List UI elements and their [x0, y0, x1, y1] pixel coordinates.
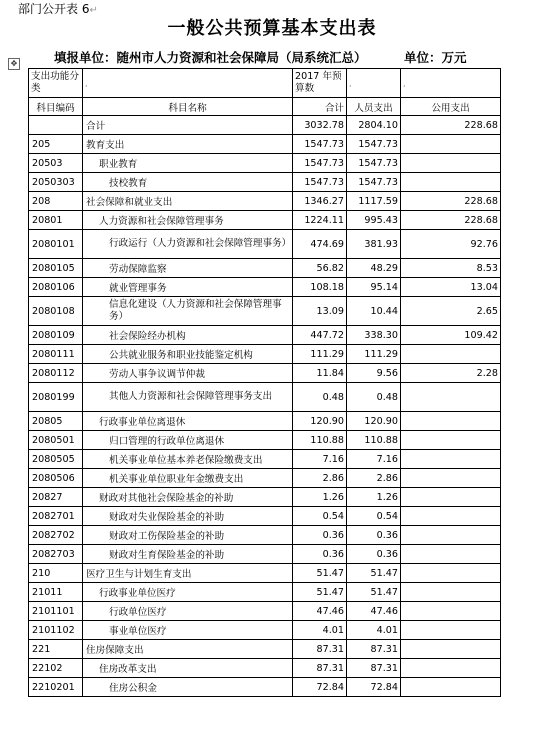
cell-total: 1224.11	[293, 211, 347, 230]
cell-code: 20805	[29, 412, 83, 431]
cell-name: 劳动人事争议调节仲裁	[83, 364, 293, 383]
cell-total: 1346.27	[293, 192, 347, 211]
cell-personnel: 2.86	[347, 469, 401, 488]
cell-total: 51.47	[293, 583, 347, 602]
cell-personnel: 1117.59	[347, 192, 401, 211]
cell-code: 2080501	[29, 431, 83, 450]
table-row	[29, 116, 501, 135]
header-code: 科目编码	[29, 98, 83, 116]
table-row	[29, 326, 501, 345]
table-row	[29, 526, 501, 545]
cell-personnel: 7.16	[347, 450, 401, 469]
cell-name: 行政单位医疗	[83, 602, 293, 621]
cell-name: 教育支出	[83, 135, 293, 154]
cell-name: 财政对生育保险基金的补助	[83, 545, 293, 564]
cell-personnel: 110.88	[347, 431, 401, 450]
table-row	[29, 154, 501, 173]
cell-code: 20801	[29, 211, 83, 230]
cell-code: 2082702	[29, 526, 83, 545]
cell-total: 111.29	[293, 345, 347, 364]
cell-code: 2080105	[29, 259, 83, 278]
cell-code: 205	[29, 135, 83, 154]
cell-total: 7.16	[293, 450, 347, 469]
cell-total: 474.69	[293, 230, 347, 259]
table-row	[29, 659, 501, 678]
cell-code: 2080112	[29, 364, 83, 383]
table-header-row-1	[29, 69, 501, 98]
cell-total: 87.31	[293, 659, 347, 678]
cell-public	[401, 488, 501, 507]
cell-total: 2.86	[293, 469, 347, 488]
fill-unit-label: 填报单位：随州市人力资源和社会保障局（局系统汇总）	[54, 50, 367, 65]
cell-code: 2210201	[29, 678, 83, 697]
cell-name: 财政对其他社会保险基金的补助	[83, 488, 293, 507]
table-row	[29, 383, 501, 412]
cell-code: 2080106	[29, 278, 83, 297]
cell-public	[401, 621, 501, 640]
cell-code: 2080505	[29, 450, 83, 469]
cell-personnel: 111.29	[347, 345, 401, 364]
cell-total: 47.46	[293, 602, 347, 621]
cell-public: 2.65	[401, 297, 501, 326]
cell-personnel: 381.93	[347, 230, 401, 259]
cell-total: 3032.78	[293, 116, 347, 135]
cell-public	[401, 469, 501, 488]
header-total: 合计	[293, 98, 347, 116]
table-row	[29, 507, 501, 526]
cell-public	[401, 678, 501, 697]
cell-code: 221	[29, 640, 83, 659]
cell-name: 财政对失业保险基金的补助	[83, 507, 293, 526]
cell-public	[401, 659, 501, 678]
header-personnel: 人员支出	[347, 98, 401, 116]
cell-total: 1547.73	[293, 154, 347, 173]
cell-public: 8.53	[401, 259, 501, 278]
cell-public	[401, 602, 501, 621]
cell-code: 2080506	[29, 469, 83, 488]
cell-name: 社会保险经办机构	[83, 326, 293, 345]
table-row	[29, 602, 501, 621]
header-blank-cell: ,	[83, 69, 293, 98]
cell-code: 2080108	[29, 297, 83, 326]
cell-public	[401, 412, 501, 431]
cell-public: 13.04	[401, 278, 501, 297]
cell-name: 行政事业单位医疗	[83, 583, 293, 602]
table-row	[29, 230, 501, 259]
cell-total: 4.01	[293, 621, 347, 640]
cell-name: 行政事业单位离退休	[83, 412, 293, 431]
cell-total: 108.18	[293, 278, 347, 297]
cell-total: 0.36	[293, 545, 347, 564]
page-title: 一般公共预算基本支出表	[167, 18, 377, 39]
table-row	[29, 345, 501, 364]
cell-name: 住房公积金	[83, 678, 293, 697]
cell-total: 0.54	[293, 507, 347, 526]
cell-personnel: 1547.73	[347, 135, 401, 154]
table-row	[29, 259, 501, 278]
cell-public: 2.28	[401, 364, 501, 383]
cell-personnel: 51.47	[347, 583, 401, 602]
cell-name: 机关事业单位基本养老保险缴费支出	[83, 450, 293, 469]
cell-personnel: 95.14	[347, 278, 401, 297]
cell-personnel: 338.30	[347, 326, 401, 345]
cell-personnel: 0.36	[347, 526, 401, 545]
table-row	[29, 211, 501, 230]
cell-name: 机关事业单位职业年金缴费支出	[83, 469, 293, 488]
cell-name: 劳动保障监察	[83, 259, 293, 278]
cell-name: 合计	[83, 116, 293, 135]
cell-total: 56.82	[293, 259, 347, 278]
cell-name: 行政运行（人力资源和社会保障管理事务）	[83, 230, 293, 259]
table-row	[29, 488, 501, 507]
cell-public	[401, 526, 501, 545]
cell-public	[401, 564, 501, 583]
cell-total: 0.48	[293, 383, 347, 412]
table-row	[29, 135, 501, 154]
cell-name: 人力资源和社会保障管理事务	[83, 211, 293, 230]
move-anchor-icon[interactable]: ✥	[8, 58, 20, 70]
cell-personnel: 995.43	[347, 211, 401, 230]
header-public: 公用支出	[401, 98, 501, 116]
cell-public	[401, 135, 501, 154]
cell-name: 住房改革支出	[83, 659, 293, 678]
cell-public: 109.42	[401, 326, 501, 345]
cell-personnel: 72.84	[347, 678, 401, 697]
cell-personnel: 1547.73	[347, 173, 401, 192]
cell-public: 228.68	[401, 211, 501, 230]
header-year-budget: 2017 年预算数	[293, 69, 347, 98]
cell-code: 22102	[29, 659, 83, 678]
cell-code: 2080199	[29, 383, 83, 412]
cell-public: 228.68	[401, 116, 501, 135]
table-row	[29, 545, 501, 564]
cell-name: 归口管理的行政单位离退休	[83, 431, 293, 450]
header-func-class: 支出功能分类	[29, 69, 83, 98]
cell-personnel: 4.01	[347, 621, 401, 640]
cell-public	[401, 507, 501, 526]
cell-code: 2082703	[29, 545, 83, 564]
cell-personnel: 1.26	[347, 488, 401, 507]
cell-personnel: 48.29	[347, 259, 401, 278]
table-row	[29, 192, 501, 211]
cell-personnel: 2804.10	[347, 116, 401, 135]
cell-public	[401, 154, 501, 173]
cell-personnel: 47.46	[347, 602, 401, 621]
cell-name: 社会保障和就业支出	[83, 192, 293, 211]
cell-name: 公共就业服务和职业技能鉴定机构	[83, 345, 293, 364]
header-blank-cell: ,	[347, 69, 401, 98]
cell-total: 11.84	[293, 364, 347, 383]
cell-code: 2050303	[29, 173, 83, 192]
cell-name: 其他人力资源和社会保障管理事务支出	[83, 383, 293, 412]
cell-total: 110.88	[293, 431, 347, 450]
cell-personnel: 1547.73	[347, 154, 401, 173]
table-row	[29, 583, 501, 602]
cell-code: 210	[29, 564, 83, 583]
cell-personnel: 87.31	[347, 659, 401, 678]
cell-name: 信息化建设（人力资源和社会保障管理事务）	[83, 297, 293, 326]
cell-total: 447.72	[293, 326, 347, 345]
cell-total: 1547.73	[293, 173, 347, 192]
cell-code: 20503	[29, 154, 83, 173]
cell-total: 1547.73	[293, 135, 347, 154]
cell-name: 住房保障支出	[83, 640, 293, 659]
cell-public	[401, 450, 501, 469]
cell-total: 13.09	[293, 297, 347, 326]
cell-name: 事业单位医疗	[83, 621, 293, 640]
cell-personnel: 51.47	[347, 564, 401, 583]
cell-total: 0.36	[293, 526, 347, 545]
cell-code: 20827	[29, 488, 83, 507]
cell-code: 208	[29, 192, 83, 211]
table-row	[29, 412, 501, 431]
cell-code: 2082701	[29, 507, 83, 526]
table-row	[29, 364, 501, 383]
cell-code: 2080111	[29, 345, 83, 364]
cell-total: 51.47	[293, 564, 347, 583]
cell-personnel: 0.54	[347, 507, 401, 526]
cell-name: 就业管理事务	[83, 278, 293, 297]
table-row	[29, 278, 501, 297]
header-blank-cell: ,	[401, 69, 501, 98]
cell-code: 2101101	[29, 602, 83, 621]
table-row	[29, 564, 501, 583]
table-row	[29, 173, 501, 192]
cell-total: 120.90	[293, 412, 347, 431]
unit-label: 单位：万元	[404, 50, 467, 65]
table-row	[29, 431, 501, 450]
cell-personnel: 9.56	[347, 364, 401, 383]
header-name: 科目名称	[83, 98, 293, 116]
budget-table	[28, 68, 501, 697]
table-row	[29, 469, 501, 488]
cell-name: 财政对工伤保险基金的补助	[83, 526, 293, 545]
table-row	[29, 640, 501, 659]
cell-public	[401, 640, 501, 659]
cell-personnel: 87.31	[347, 640, 401, 659]
cell-total: 72.84	[293, 678, 347, 697]
cell-name: 技校教育	[83, 173, 293, 192]
cell-personnel: 10.44	[347, 297, 401, 326]
cell-code: 2080109	[29, 326, 83, 345]
cell-public	[401, 431, 501, 450]
cell-total: 87.31	[293, 640, 347, 659]
table-row	[29, 621, 501, 640]
cell-public	[401, 173, 501, 192]
cell-code	[29, 116, 83, 135]
cell-code: 21011	[29, 583, 83, 602]
cell-public	[401, 383, 501, 412]
cell-personnel: 0.48	[347, 383, 401, 412]
table-row	[29, 678, 501, 697]
cell-public	[401, 545, 501, 564]
cell-personnel: 120.90	[347, 412, 401, 431]
budget-table-body	[29, 69, 501, 697]
cell-personnel: 0.36	[347, 545, 401, 564]
cell-public	[401, 583, 501, 602]
cell-public: 228.68	[401, 192, 501, 211]
cell-public: 92.76	[401, 230, 501, 259]
table-row	[29, 450, 501, 469]
cell-code: 2101102	[29, 621, 83, 640]
table-row	[29, 297, 501, 326]
cell-name: 医疗卫生与计划生育支出	[83, 564, 293, 583]
header-note: 部门公开表 6↵	[18, 2, 98, 16]
cell-name: 职业教育	[83, 154, 293, 173]
cell-public	[401, 345, 501, 364]
cell-code: 2080101	[29, 230, 83, 259]
table-header-row-2	[29, 98, 501, 116]
cell-total: 1.26	[293, 488, 347, 507]
